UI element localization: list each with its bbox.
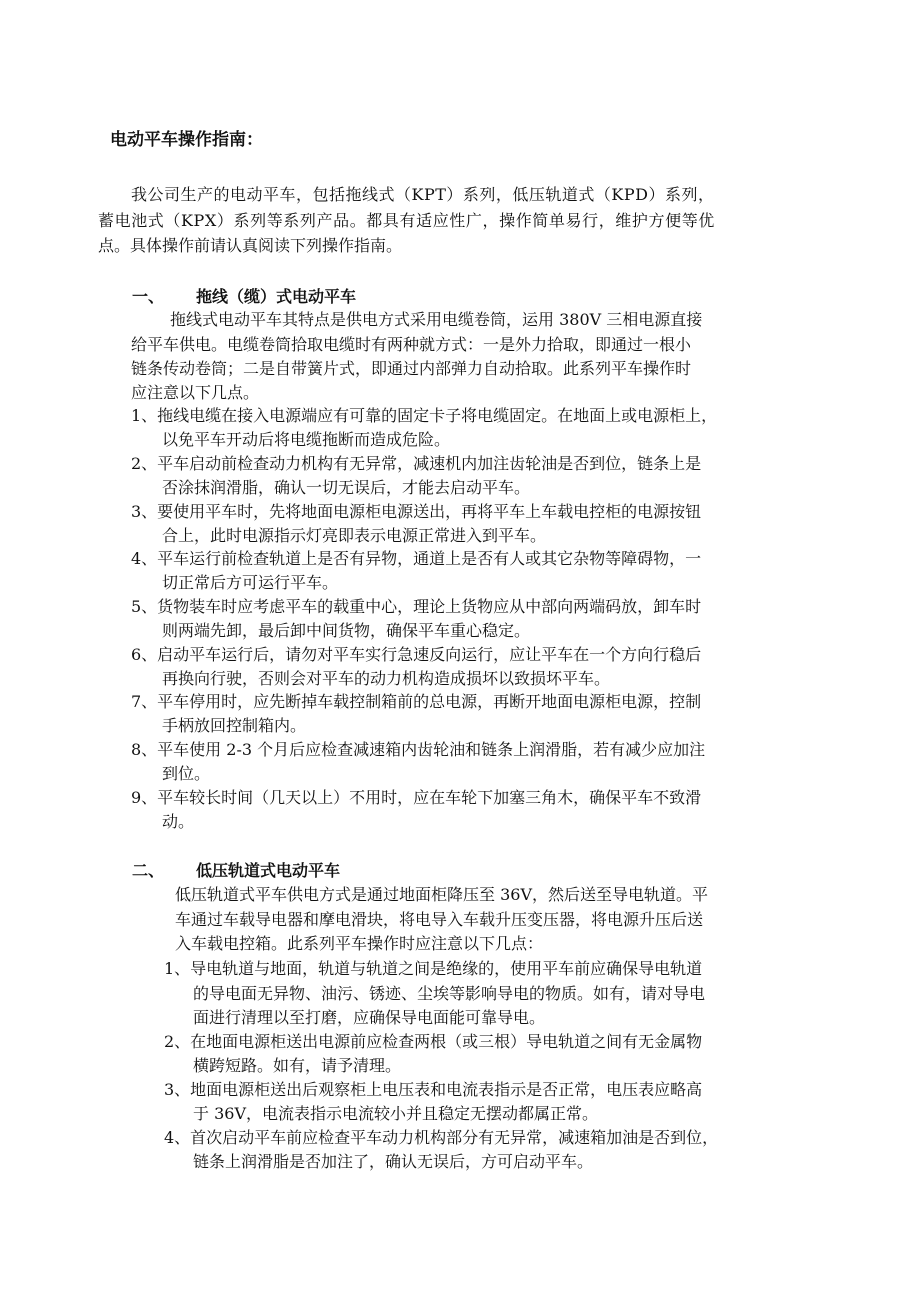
section2-desc-line: 低压轨道式平车供电方式是通过地面柜降压至 36V，然后送至导电轨道。平 <box>175 885 709 904</box>
section2-item-line: 的导电面无异物、油污、锈迹、尘埃等影响导电的物质。如有，请对导电 <box>193 984 706 1003</box>
section2-item-line: 3、地面电源柜送出后观察柜上电压表和电流表指示是否正常，电压表应略高 <box>164 1080 703 1099</box>
section1-item-line: 再换向行驶，否则会对平车的动力机构造成损坏以致损坏平车。 <box>162 669 611 688</box>
section1-item-line: 6、启动平车运行后，请勿对平车实行急速反向运行，应让平车在一个方向行稳后 <box>131 645 702 664</box>
section1-item-line: 8、平车使用 2-3 个月后应检查减速箱内齿轮油和链条上润滑脂，若有减少应加注 <box>131 740 706 759</box>
page-title: 电动平车操作指南： <box>110 130 263 150</box>
section2-item-line: 横跨短路。如有，请予清理。 <box>193 1056 402 1075</box>
section2-heading: 低压轨道式电动平车 <box>196 861 341 880</box>
section2-item-line: 于 36V，电流表指示电流较小并且稳定无摆动都属正常。 <box>193 1104 599 1123</box>
section1-item-line: 9、平车较长时间（几天以上）不用时，应在车轮下加塞三角木，确保平车不致滑 <box>131 788 702 807</box>
section1-item-line: 手柄放回控制箱内。 <box>162 716 307 735</box>
section2-desc-line: 车通过车载导电器和摩电滑块，将电导入车载升压变压器，将电源升压后送 <box>175 910 704 929</box>
section1-item-line: 4、平车运行前检查轨道上是否有异物，通道上是否有人或其它杂物等障碍物，一 <box>131 549 702 568</box>
section1-heading: 拖线（缆）式电动平车 <box>196 287 357 306</box>
section1-desc-line: 应注意以下几点。 <box>131 383 260 402</box>
section1-item-line: 5、货物装车时应考虑平车的载重中心，理论上货物应从中部向两端码放，卸车时 <box>131 597 702 616</box>
section2-desc-line: 入车载电控箱。此系列平车操作时应注意以下几点： <box>175 934 544 953</box>
section1-number: 一、 <box>132 287 165 306</box>
section1-item-line: 7、平车停用时，应先断掉车载控制箱前的总电源，再断开地面电源柜电源，控制 <box>131 692 702 711</box>
section2-item-line: 链条上润滑脂是否加注了，确认无误后，方可启动平车。 <box>193 1152 594 1171</box>
section1-item-line: 3、要使用平车时，先将地面电源柜电源送出，再将平车上车载电控柜的电源按钮 <box>131 502 702 521</box>
section1-item-line: 合上，此时电源指示灯亮即表示电源正常进入到平车。 <box>162 526 547 545</box>
section1-item-line: 切正常后方可运行平车。 <box>162 573 339 592</box>
section2-item-line: 2、在地面电源柜送出电源前应检查两根（或三根）导电轨道之间有无金属物 <box>164 1032 703 1051</box>
section2-item-line: 4、首次启动平车前应检查平车动力机构部分有无异常，减速箱加油是否到位， <box>164 1128 719 1147</box>
section2-number: 二、 <box>132 861 165 880</box>
section1-item-line: 否涂抹润滑脂，确认一切无误后，才能去启动平车。 <box>162 478 531 497</box>
intro-line: 我公司生产的电动平车，包括拖线式（KPT）系列，低压轨道式（KPD）系列， <box>131 185 715 204</box>
intro-line: 点。具体操作前请认真阅读下列操作指南。 <box>98 236 403 255</box>
section1-desc-line: 给平车供电。电缆卷筒拾取电缆时有两种就方式：一是外力拾取，即通过一根小 <box>131 335 692 354</box>
section1-desc-line: 拖线式电动平车其特点是供电方式采用电缆卷筒，运用 380V 三相电源直接 <box>170 310 703 329</box>
section2-item-line: 1、导电轨道与地面，轨道与轨道之间是绝缘的，使用平车前应确保导电轨道 <box>164 959 703 978</box>
section1-item-line: 动。 <box>162 812 195 831</box>
section1-item-line: 1、拖线电缆在接入电源端应有可靠的固定卡子将电缆固定。在地面上或电源柜上， <box>131 406 718 425</box>
section1-desc-line: 链条传动卷筒；二是自带簧片式，即通过内部弹力自动拾取。此系列平车操作时 <box>131 359 692 378</box>
section1-item-line: 以免平车开动后将电缆拖断而造成危险。 <box>162 430 451 449</box>
section1-item-line: 2、平车启动前检查动力机构有无异常，减速机内加注齿轮油是否到位，链条上是 <box>131 454 702 473</box>
section1-item-line: 则两端先卸，最后卸中间货物，确保平车重心稳定。 <box>162 621 531 640</box>
section1-item-line: 到位。 <box>162 764 211 783</box>
intro-line: 蓄电池式（KPX）系列等系列产品。都具有适应性广，操作简单易行，维护方便等优 <box>98 211 715 230</box>
section2-item-line: 面进行清理以至打磨，应确保导电面能可靠导电。 <box>193 1008 546 1027</box>
